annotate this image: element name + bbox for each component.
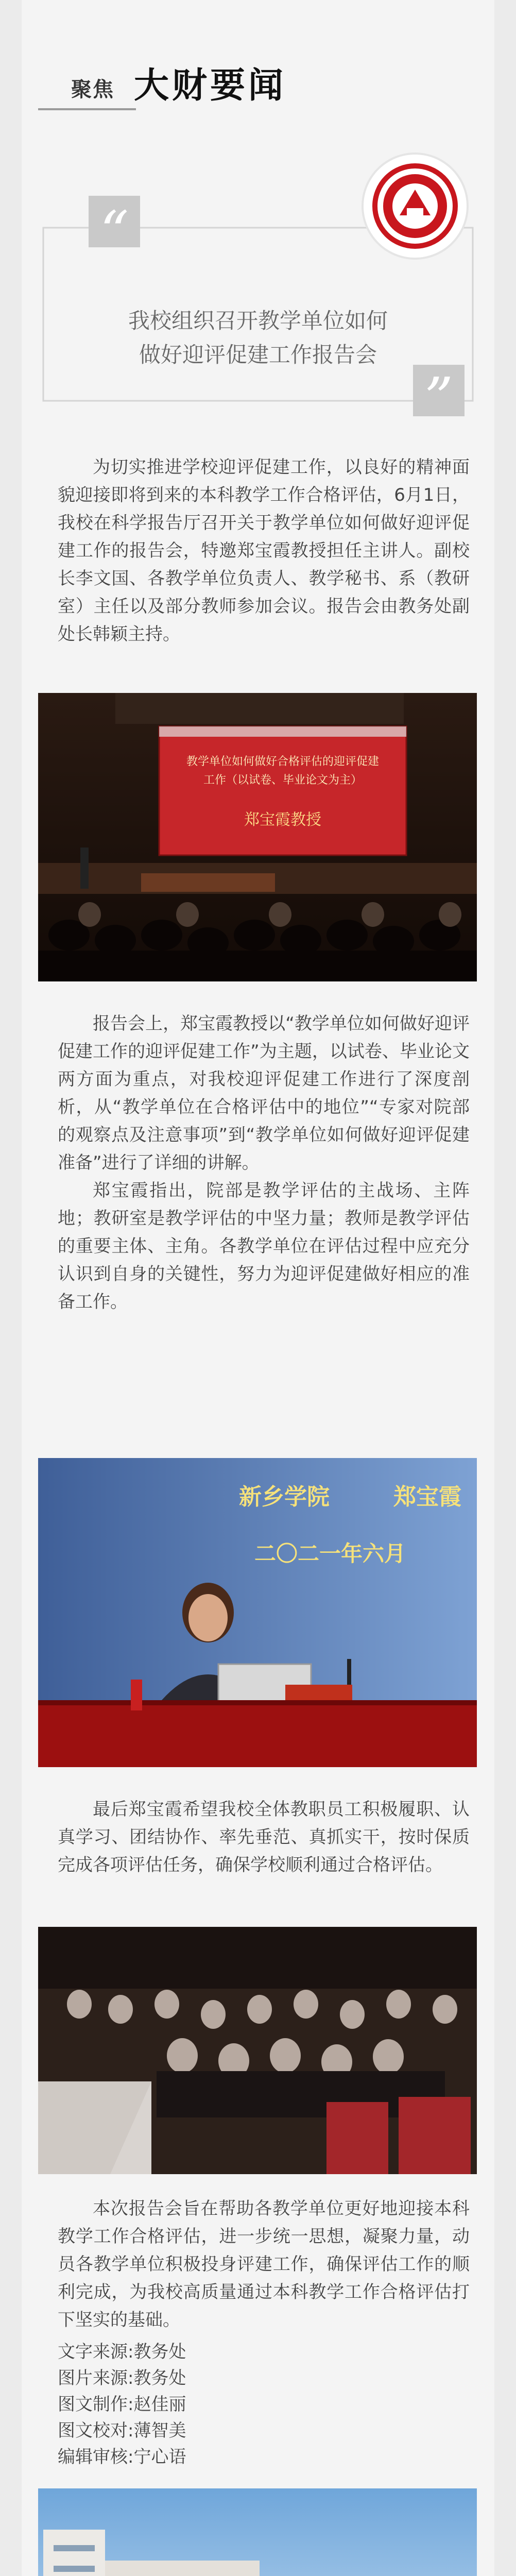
credit-text-source: 文字来源:教务处: [58, 2342, 186, 2362]
photo-audience: [38, 1927, 477, 2174]
banner-date-text: 二〇二一年六月: [254, 1541, 406, 1566]
screen-speaker-name: 郑宝霞教授: [244, 811, 321, 829]
credit-proofread: 图文校对:薄智美: [58, 2420, 186, 2441]
credits-block: [58, 2339, 470, 2470]
credit-image-source: 图片来源:教务处: [58, 2368, 186, 2388]
section-header: [22, 46, 494, 108]
banner-left-text: 新乡学院: [239, 1484, 330, 1510]
university-logo-icon: [364, 155, 467, 258]
credit-editor: 编辑审核:宁心语: [58, 2447, 186, 2467]
title-line-1: 我校组织召开教学单位如何: [128, 308, 388, 333]
credit-layout: 图文制作:赵佳丽: [58, 2394, 186, 2415]
paragraph-4: 最后郑宝霞希望我校全体教职员工积极履职、认真学习、团结协作、率先垂范、真抓实干，按时保质完成各项评估任务，确保学校顺利通过合格评估。: [58, 1799, 470, 1875]
header-underline: [38, 108, 136, 110]
open-quote-icon: “: [89, 196, 140, 247]
section-title: 大财要闻: [134, 65, 287, 106]
article-page: [22, 0, 494, 2576]
screen-title-line-2: 工作（以试卷、毕业论文为主）: [203, 774, 363, 787]
title-line-2: 做好迎评促建工作报告会: [139, 342, 377, 367]
screen-title-line-1: 教学单位如何做好合格评估的迎评促建: [186, 755, 380, 768]
photo-lecture-hall: [38, 693, 477, 981]
paragraph-5: 本次报告会旨在帮助各教学单位更好地迎接本科教学工作合格评估，进一步统一思想，凝聚力量，动员各教学单位积极投身评建工作，确保评估工作的顺利完成，为我校高质量通过本科教学工作合格评估打下坚实的基础。: [58, 2198, 470, 2330]
photo-speaker: [38, 1458, 477, 1767]
photo-campus: [38, 2488, 477, 2576]
svg-text:· · · · · · · ·: · · · · · · · ·: [399, 164, 431, 172]
banner-right-text: 郑宝霞: [393, 1484, 461, 1510]
article-title: [42, 304, 474, 372]
paragraph-1: 为切实推进学校迎评促建工作，以良好的精神面貌迎接即将到来的本科教学工作合格评估，6月1日，我校在科学报告厅召开关于教学单位如何做好迎评促建工作的报告会，特邀郑宝霞教授担任主讲人。副校长李文国、各教学单位负责人、教学秘书、系（教研室）主任以及部分教师参加会议。报告会由教务处副处长韩颖主持。: [58, 457, 470, 645]
paragraph-2: 报告会上，郑宝霞教授以“教学单位如何做好迎评促建工作的迎评促建工作”为主题，以试卷、毕业论文两方面为重点，对我校迎评促建工作进行了深度剖析，从“教学单位在合格评估中的地位”“专家对院部的观察点及注意事项”到“教学单位如何做好迎评促建准备”进行了详细的讲解。 郑宝霞指出，院部是教学评估的主战场、主阵地；教研室是教学评估的中坚力量；教师是教学评估的重要主体、主角。各教学单位在评估过程中应充分认识到自身的关键性，努力为迎评促建做好相应的准备工作。: [58, 1013, 470, 1312]
close-quote-icon: ”: [413, 365, 465, 416]
section-tag: 聚焦: [71, 78, 114, 101]
